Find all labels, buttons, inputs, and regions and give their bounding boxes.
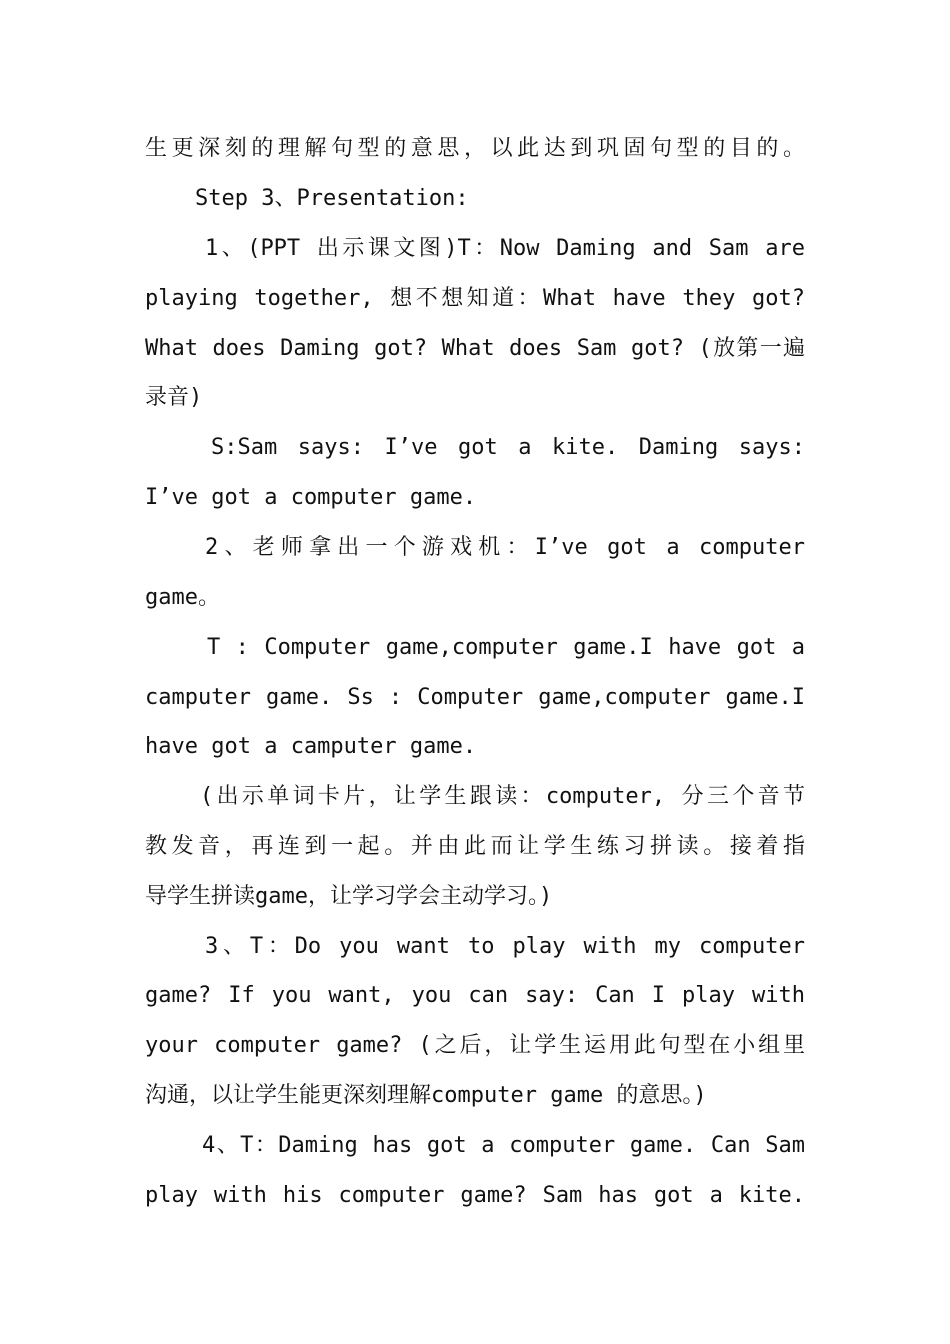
text-line: 3、T：Do you want to play with my computer bbox=[205, 934, 805, 959]
text-line: your computer game? (之后，让学生运用此句型在小组里 bbox=[145, 1033, 805, 1058]
text-line: T : Computer game,computer game.I have got a bbox=[207, 635, 805, 660]
text-line: 沟通，以让学生能更深刻理解computer game 的意思。) bbox=[145, 1083, 707, 1108]
text-line: have got a camputer game. bbox=[145, 734, 477, 759]
text-line: game? If you want, you can say: Can I play with bbox=[145, 983, 805, 1008]
text-line: Step 3、Presentation: bbox=[195, 186, 469, 211]
text-line: 1、(PPT 出示课文图)T：Now Daming and Sam are bbox=[205, 236, 805, 261]
text-line: 录音) bbox=[145, 385, 203, 410]
text-line: (出示单词卡片，让学生跟读：computer, 分三个音节 bbox=[200, 784, 805, 809]
text-line: 2、老师拿出一个游戏机：I’ve got a computer bbox=[205, 535, 805, 560]
text-line: 生更深刻的理解句型的意思，以此达到巩固句型的目的。 bbox=[145, 136, 805, 161]
text-line: playing together, 想不想知道：What have they got? bbox=[145, 286, 805, 311]
text-line: camputer game. Ss : Computer game,computer game.I bbox=[145, 685, 805, 710]
text-line: What does Daming got? What does Sam got? (放第一遍 bbox=[145, 336, 805, 361]
text-line: S:Sam says: I’ve got a kite. Daming says: bbox=[211, 435, 805, 460]
text-line: I’ve got a computer game. bbox=[145, 485, 477, 510]
text-line: 导学生拼读game，让学习学会主动学习。) bbox=[145, 884, 553, 909]
text-line: play with his computer game? Sam has got a kite. bbox=[145, 1183, 805, 1208]
text-line: game。 bbox=[145, 585, 220, 610]
text-line: 教发音，再连到一起。并由此而让学生练习拼读。接着指 bbox=[145, 834, 805, 859]
text-line: 4、T：Daming has got a computer game. Can Sam bbox=[202, 1133, 805, 1158]
